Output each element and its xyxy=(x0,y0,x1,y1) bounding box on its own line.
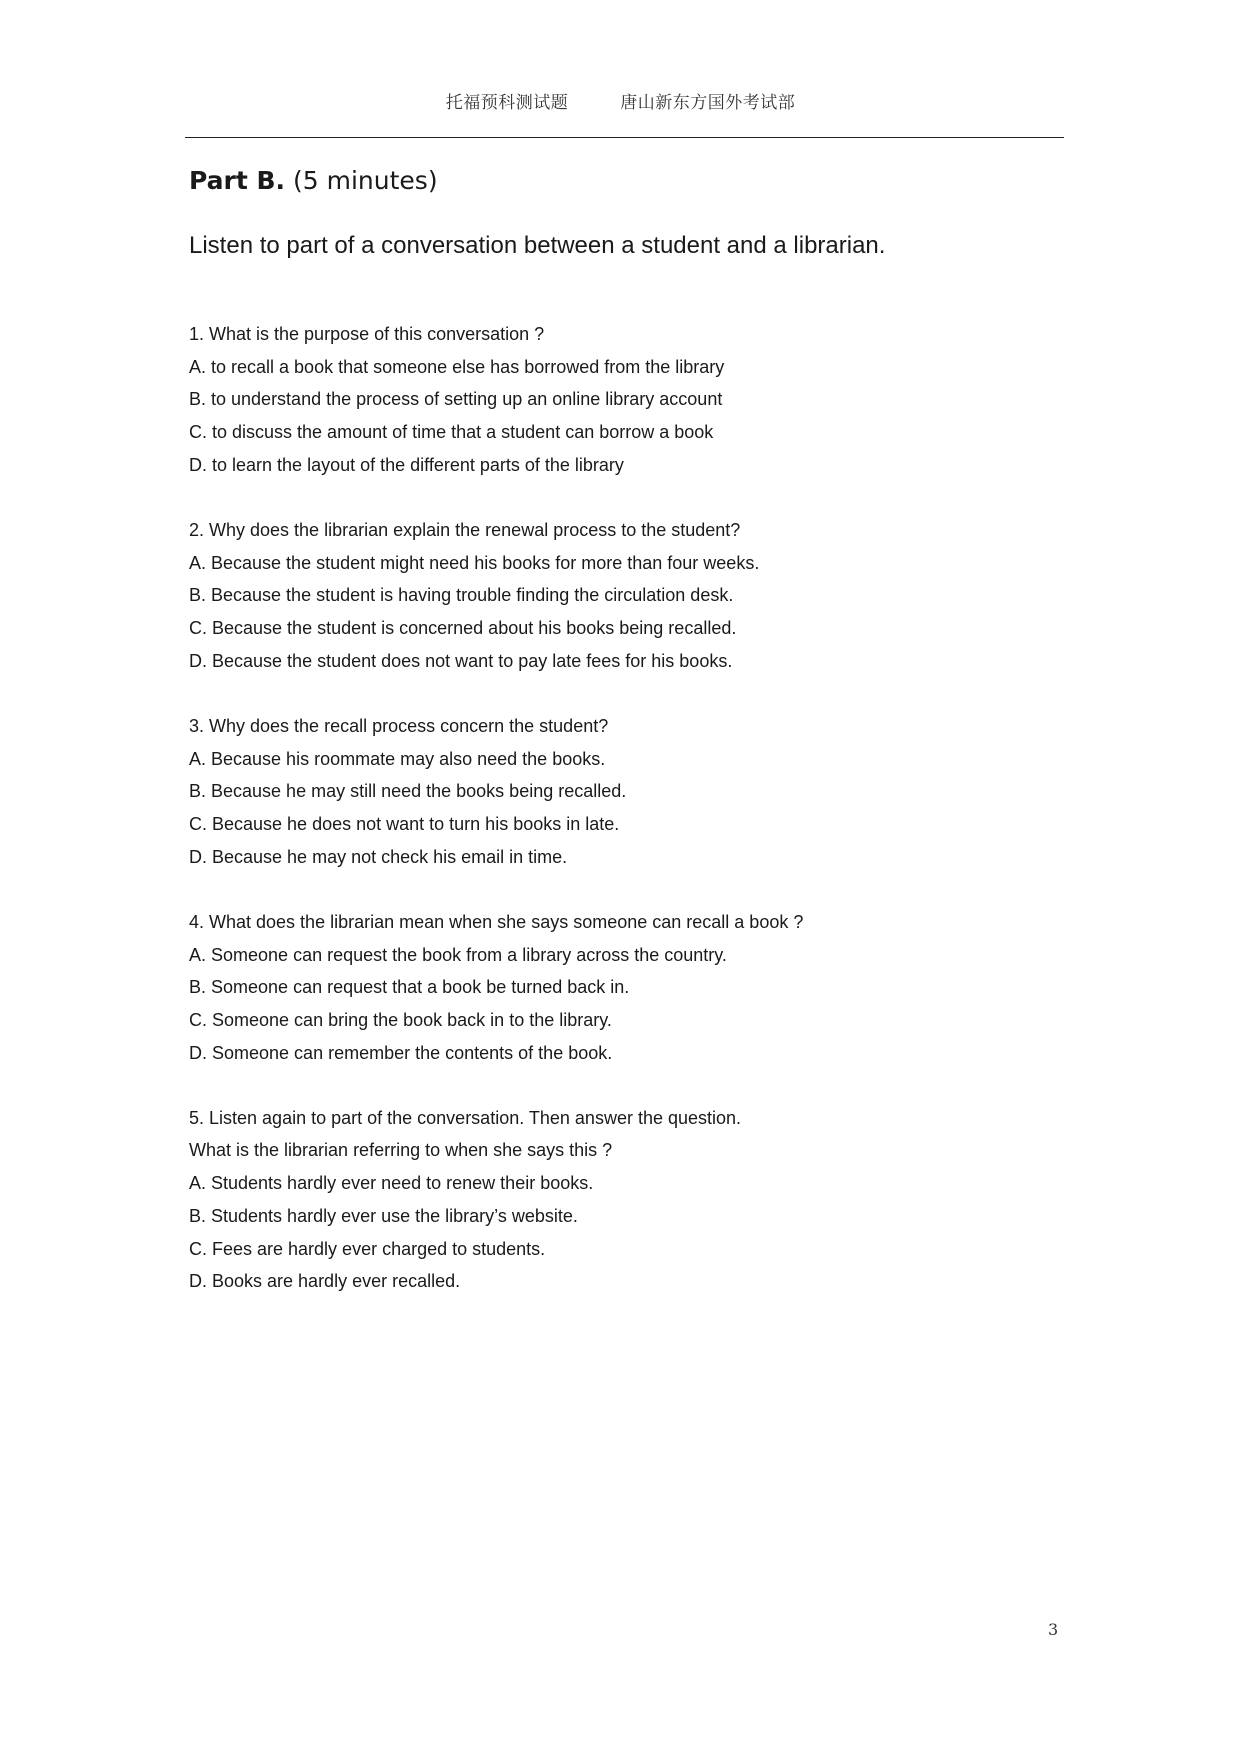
part-heading xyxy=(189,166,438,195)
answer-option-c: C. to discuss the amount of time that a student can borrow a book xyxy=(189,422,714,443)
answer-option-c: C. Because he does not want to turn his books in late. xyxy=(189,813,620,834)
answer-option-d: D. to learn the layout of the different parts of the library xyxy=(189,454,624,475)
question-5 xyxy=(189,1102,1069,1298)
page-number: 3 xyxy=(1048,1620,1059,1639)
header-organization: 唐山新东方国外考试部 xyxy=(620,93,796,113)
answer-option-a: A. to recall a book that someone else has borrowed from the library xyxy=(189,356,725,377)
listening-instruction: Listen to part of a conversation between a student and a librarian. xyxy=(189,232,886,259)
answer-option-b: B. Someone can request that a book be turned back in. xyxy=(189,977,630,998)
question-3 xyxy=(189,710,1069,873)
answer-option-b: B. Because he may still need the books being recalled. xyxy=(189,781,627,802)
question-stem: 5. Listen again to part of the conversation. Then answer the question. xyxy=(189,1107,742,1128)
question-stem: 1. What is the purpose of this conversation ? xyxy=(189,324,545,344)
question-list xyxy=(189,318,1069,1330)
part-duration: (5 minutes) xyxy=(293,166,438,195)
answer-option-a: A. Because his roommate may also need the books. xyxy=(189,748,606,769)
question-prompt: What is the librarian referring to when she says this ? xyxy=(189,1140,613,1161)
answer-option-a: A. Students hardly ever need to renew their books. xyxy=(189,1173,594,1194)
answer-option-b: B. Because the student is having trouble finding the circulation desk. xyxy=(189,585,734,606)
question-1 xyxy=(189,318,1069,481)
answer-option-c: C. Because the student is concerned about his books being recalled. xyxy=(189,618,737,638)
header-divider xyxy=(185,137,1064,138)
question-2 xyxy=(189,514,1069,677)
answer-option-a: A. Because the student might need his books for more than four weeks. xyxy=(189,552,760,573)
answer-option-d: D. Because the student does not want to pay late fees for his books. xyxy=(189,650,733,671)
question-4 xyxy=(189,906,1069,1069)
question-stem: 3. Why does the recall process concern the student? xyxy=(189,715,609,736)
part-label: Part B. xyxy=(189,166,286,195)
answer-option-a: A. Someone can request the book from a library across the country. xyxy=(189,944,727,965)
header-title: 托福预科测试题 xyxy=(445,93,569,113)
answer-option-d: D. Someone can remember the contents of the book. xyxy=(189,1042,613,1063)
answer-option-c: C. Someone can bring the book back in to the library. xyxy=(189,1009,612,1030)
answer-option-d: D. Because he may not check his email in time. xyxy=(189,846,568,867)
answer-option-d: D. Books are hardly ever recalled. xyxy=(189,1271,461,1292)
page-header xyxy=(0,88,1241,113)
answer-option-b: B. to understand the process of setting up an online library account xyxy=(189,389,723,410)
answer-option-b: B. Students hardly ever use the library’s website. xyxy=(189,1205,578,1226)
question-stem: 2. Why does the librarian explain the renewal process to the student? xyxy=(189,519,741,540)
answer-option-c: C. Fees are hardly ever charged to students. xyxy=(189,1238,546,1259)
question-stem: 4. What does the librarian mean when she says someone can recall a book ? xyxy=(189,911,804,932)
